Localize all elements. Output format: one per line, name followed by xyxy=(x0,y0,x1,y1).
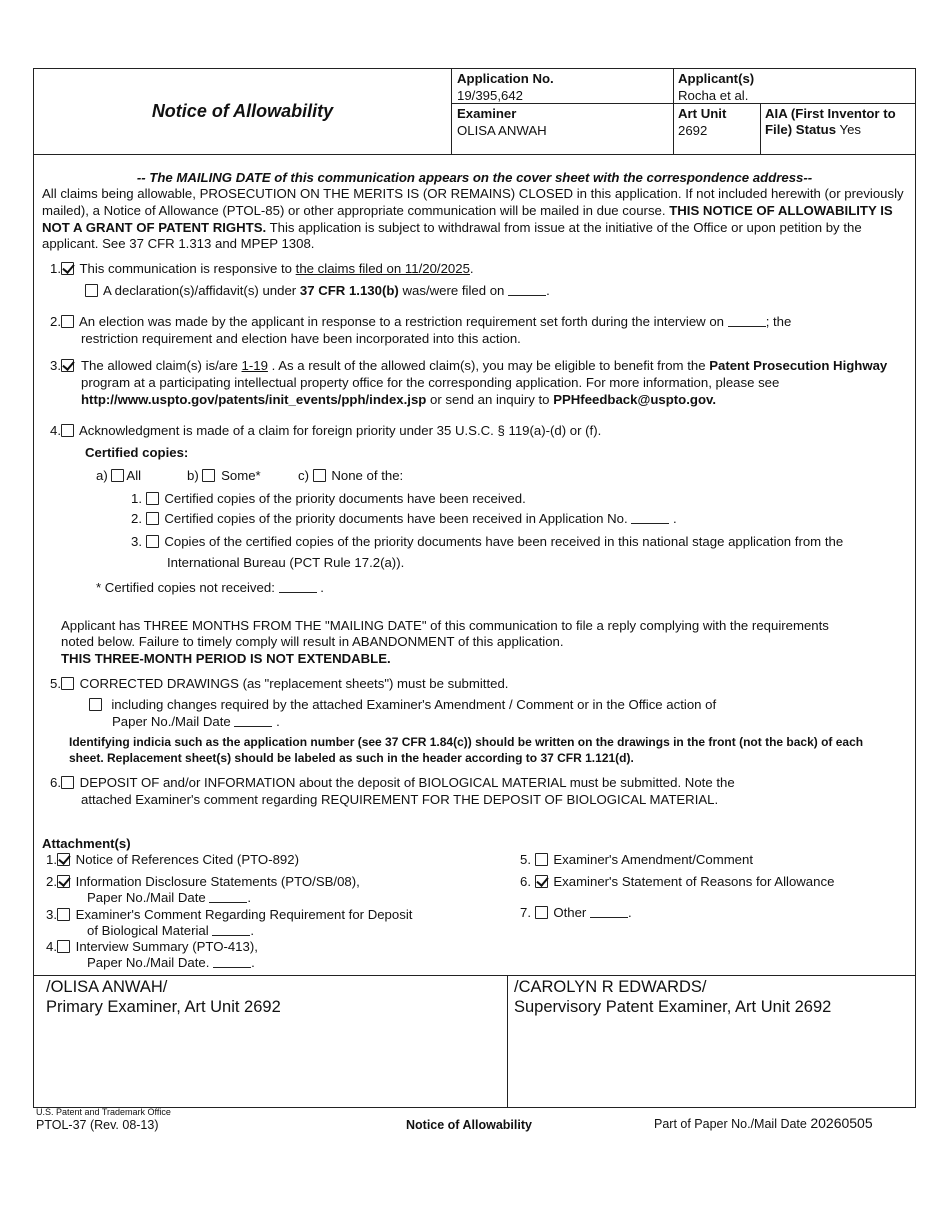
footer-office: U.S. Patent and Trademark Office xyxy=(36,1107,171,1117)
attachment-2-line-2: Paper No./Mail Date . xyxy=(87,890,252,905)
attachment-1-checkbox[interactable] xyxy=(57,853,70,866)
declaration-date-blank xyxy=(508,285,546,296)
certified-sub-1-checkbox[interactable] xyxy=(146,492,159,505)
item-1: 1. This communication is responsive to the claims filed on 11/20/2025. xyxy=(50,261,474,276)
footer-form-number: PTOL-37 (Rev. 08-13) xyxy=(36,1118,159,1132)
indicia-line-2: sheet. Replacement sheet(s) should be labeled as such in the header according to 37 CFR 1.121(d). xyxy=(69,751,634,765)
signature-block xyxy=(33,975,916,1108)
aia-status-cell xyxy=(760,104,915,140)
item-3-number: 3. xyxy=(50,358,76,375)
examiner-value: OLISA ANWAH xyxy=(457,122,547,138)
item-2-checkbox[interactable] xyxy=(61,315,74,328)
art-unit-cell xyxy=(673,104,760,141)
attachment-5-checkbox[interactable] xyxy=(535,853,548,866)
item-4-checkbox[interactable] xyxy=(61,424,74,437)
attachment-1: 1. Notice of References Cited (PTO-892) xyxy=(46,852,299,867)
attachment-7-checkbox[interactable] xyxy=(535,906,548,919)
item-5-date-blank xyxy=(234,716,272,727)
item-5: 5. CORRECTED DRAWINGS (as "replacement sheets") must be submitted. xyxy=(50,676,509,691)
three-months-line-2: noted below. Failure to timely comply will result in ABANDONMENT of this application. xyxy=(61,634,564,649)
three-months-line-1: Applicant has THREE MONTHS FROM THE "MAILING DATE" of this communication to file a reply complying with the requirements xyxy=(61,618,829,633)
pph-email: PPHfeedback@uspto.gov. xyxy=(553,391,717,407)
item-6: 6. DEPOSIT OF and/or INFORMATION about the deposit of BIOLOGICAL MATERIAL must be submitted. Note the xyxy=(50,775,735,790)
claims-filed-link: the claims filed on 11/20/2025 xyxy=(295,261,470,276)
certified-sub-2: 2. Certified copies of the priority documents have been received in Application No. . xyxy=(131,511,677,526)
footer-paper-no: Part of Paper No./Mail Date 20260505 xyxy=(654,1115,873,1131)
attachment-2-date-blank xyxy=(209,892,247,903)
option-a-checkbox[interactable] xyxy=(111,469,124,482)
supervisory-examiner-title: Supervisory Patent Examiner, Art Unit 2692 xyxy=(514,997,832,1016)
attachment-3: 3. Examiner's Comment Regarding Requirement for Deposit xyxy=(46,907,413,922)
application-number-value: 19/395,642 xyxy=(457,87,524,103)
item-1-checkbox[interactable] xyxy=(61,262,74,275)
pph-url: http://www.uspto.gov/patents/init_events/pph/index.jsp xyxy=(81,391,427,407)
attachment-3-line-2: of Biological Material . xyxy=(87,923,255,938)
aia-status-label: AIA (First Inventor to File) Status xyxy=(765,106,896,138)
certified-copies-heading: Certified copies: xyxy=(85,445,189,460)
footer-paper-no-value: 20260505 xyxy=(810,1115,873,1131)
certified-sub-1: 1. Certified copies of the priority documents have been received. xyxy=(131,491,526,506)
examiner-cell xyxy=(452,104,673,141)
footer-title: Notice of Allowability xyxy=(406,1118,532,1132)
supervisory-examiner-signature xyxy=(514,978,831,1018)
intro-paragraph xyxy=(42,186,910,253)
attachment-4-line-2: Paper No./Mail Date. . xyxy=(87,955,255,970)
interview-date-blank xyxy=(728,316,766,327)
attachment-4: 4. Interview Summary (PTO-413), xyxy=(46,939,258,954)
attachment-3-blank xyxy=(212,925,250,936)
attachment-4-date-blank xyxy=(213,957,251,968)
item-3-text: The allowed claim(s) is/are 1-19 . As a result of the allowed claim(s), you may be eligible to benefit from the Patent Prosecution Highway program at a participating intellectual property office for the corresponding application. For more information, please see http://www.uspto.gov/patents/init_events/pph/index.jsp or send an inquiry to PPHfeedback@uspto.gov. xyxy=(81,358,888,407)
item-5-sub-checkbox[interactable] xyxy=(89,698,102,711)
option-c-checkbox[interactable] xyxy=(313,469,326,482)
attachment-7: 7. Other . xyxy=(520,905,632,920)
certified-sub-3-checkbox[interactable] xyxy=(146,535,159,548)
applicant-value: Rocha et al. xyxy=(678,87,749,103)
applicant-label: Applicant(s) xyxy=(678,71,755,86)
primary-examiner-title: Primary Examiner, Art Unit 2692 xyxy=(46,997,281,1016)
item-5-sub-line-2: Paper No./Mail Date . xyxy=(112,714,280,729)
attachment-2-checkbox[interactable] xyxy=(57,875,70,888)
header-table xyxy=(33,68,916,155)
applicant-cell xyxy=(673,69,915,106)
intro-text: All claims being allowable, PROSECUTION ON THE MERITS IS (OR REMAINS) CLOSED in this application. If not included herewith (or previously mailed), a Notice of Allowance (PTOL-85) or other appropriate communication will be mailed in due course. xyxy=(42,186,904,218)
indicia-line-1: Identifying indicia such as the application number (see 37 CFR 1.84(c)) should be written on the drawings in the front (not the back) of each xyxy=(69,735,864,749)
attachment-6: 6. Examiner's Statement of Reasons for Allowance xyxy=(520,874,835,889)
three-months-not-extendable: THIS THREE-MONTH PERIOD IS NOT EXTENDABLE. xyxy=(61,651,391,666)
examiner-label: Examiner xyxy=(457,106,517,121)
intro-bold-notice: THIS NOTICE OF ALLOWABILITY IS NOT A GRANT OF PATENT RIGHTS. xyxy=(42,202,893,235)
application-number-cell xyxy=(452,69,673,106)
certified-sub-3: 3. Copies of the certified copies of the priority documents have been received in this national stage application from the xyxy=(131,534,844,549)
item-5-checkbox[interactable] xyxy=(61,677,74,690)
item-6-checkbox[interactable] xyxy=(61,776,74,789)
allowed-claims-value: 1-19 xyxy=(241,358,268,373)
form-body xyxy=(33,154,916,976)
art-unit-value: 2692 xyxy=(678,122,708,138)
attachment-6-checkbox[interactable] xyxy=(535,875,548,888)
intro-text-2: This application is subject to withdrawal from issue at the initiative of the Office or upon petition by the applicant. See 37 CFR 1.313 and MPEP 1308. xyxy=(42,219,862,252)
certified-not-received: * Certified copies not received: . xyxy=(96,580,324,595)
art-unit-label: Art Unit xyxy=(678,106,727,121)
declaration-checkbox[interactable] xyxy=(85,284,98,297)
item-5-sub: including changes required by the attached Examiner's Amendment / Comment or in the Office action of xyxy=(89,697,716,714)
option-a: a) All xyxy=(96,468,142,483)
item-1b: A declaration(s)/affidavit(s) under 37 CFR 1.130(b) was/were filed on . xyxy=(85,283,550,300)
option-c: c) None of the: xyxy=(298,468,404,483)
aia-status-value: Yes xyxy=(839,122,862,138)
attachment-5: 5. Examiner's Amendment/Comment xyxy=(520,852,754,867)
option-b-checkbox[interactable] xyxy=(202,469,215,482)
attachment-4-checkbox[interactable] xyxy=(57,940,70,953)
application-no-blank xyxy=(631,513,669,524)
attachment-2: 2. Information Disclosure Statements (PTO/SB/08), xyxy=(46,874,360,889)
attachments-heading: Attachment(s) xyxy=(42,836,131,851)
application-number-label: Application No. xyxy=(457,71,554,86)
other-blank xyxy=(590,907,628,918)
option-b: b) Some* xyxy=(187,468,261,483)
form-title: Notice of Allowability xyxy=(34,69,452,154)
item-2-line-2: restriction requirement and election have been incorporated into this action. xyxy=(81,331,521,346)
item-4: 4. Acknowledgment is made of a claim for foreign priority under 35 U.S.C. § 119(a)-(d) or (f). xyxy=(50,423,602,438)
attachment-3-checkbox[interactable] xyxy=(57,908,70,921)
mailing-date-notice: -- The MAILING DATE of this communication appears on the cover sheet with the correspondence address-- xyxy=(136,170,813,185)
item-3-checkbox[interactable] xyxy=(61,359,74,372)
item-2: 2. An election was made by the applicant in response to a restriction requirement set forth during the interview on ; the xyxy=(50,314,792,329)
not-received-blank xyxy=(279,582,317,593)
item-6-line-2: attached Examiner's comment regarding REQUIREMENT FOR THE DEPOSIT OF BIOLOGICAL MATERIAL. xyxy=(81,792,719,807)
supervisory-examiner-name: /CAROLYN R EDWARDS/ xyxy=(514,978,707,996)
certified-sub-2-checkbox[interactable] xyxy=(146,512,159,525)
primary-examiner-signature xyxy=(46,978,281,1018)
primary-examiner-name: /OLISA ANWAH/ xyxy=(46,978,168,996)
certified-sub-3-line-2: International Bureau (PCT Rule 17.2(a)). xyxy=(167,555,405,570)
